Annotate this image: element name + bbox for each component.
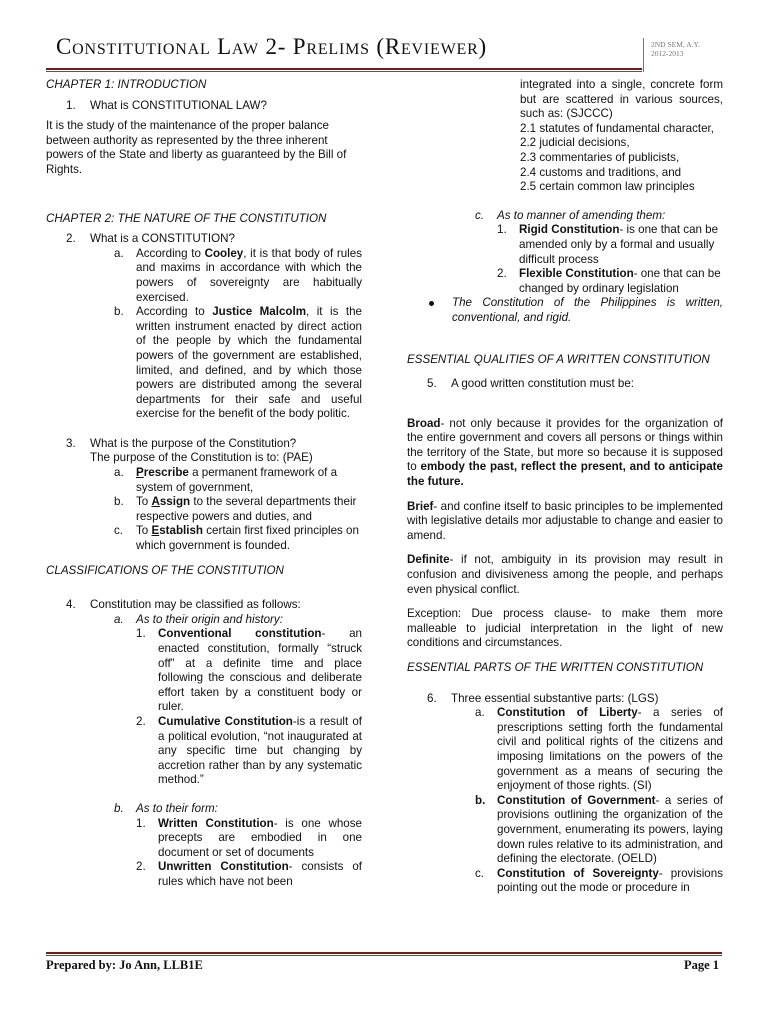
part-liberty: a. Constitution of Liberty- a series of prescriptions setting forth the fundamental civil and political rights of the citizens and imposing limitations on the powers of the government as a means of securing the enjoyment of those rights. (SI) xyxy=(475,706,723,793)
unwritten-continued: integrated into a single, concrete form but are scattered in various sources, such as: (SJCCC) xyxy=(520,78,723,121)
source-item: 2.5 certain common law principles xyxy=(520,180,695,194)
essential-qualities-heading: ESSENTIAL QUALITIES OF A WRITTEN CONSTITUTION xyxy=(407,352,710,366)
sources-list xyxy=(520,122,723,195)
source-item: 2.2 judicial decisions, xyxy=(520,136,630,150)
question-3: 3. What is the purpose of the Constitution? xyxy=(66,436,297,450)
classifications-heading: CLASSIFICATIONS OF THE CONSTITUTION xyxy=(46,563,284,577)
q4-item-c: c. As to manner of amending them: xyxy=(475,208,666,222)
q3-intro: The purpose of the Constitution is to: (PAE) xyxy=(90,451,313,465)
exception-note: Exception: Due process clause- to make them more malleable to judicial interpretation in the light of new conditions and circumstances. xyxy=(407,607,723,650)
semester-label: 2ND SEM, A.Y. 2012-2013 xyxy=(651,40,700,58)
source-item: 2.4 customs and traditions, and xyxy=(520,165,682,179)
q3-item-c: c. To Establish certain first fixed principles on which government is founded. xyxy=(114,524,359,553)
q1-answer: It is the study of the maintenance of the proper balance between authority as represented by the three inherent powers of the State and liberty as guaranteed by the Bill of Rights. xyxy=(46,119,347,176)
question-1: 1. What is CONSTITUTIONAL LAW? xyxy=(66,98,267,112)
part-government: b. Constitution of Government- a series of provisions outlining the organization of the government, enumerating its powers, laying down rules relative to its administration, and defining the electorate. (OELD) xyxy=(475,793,723,866)
page-header xyxy=(46,34,636,68)
bullet-icon xyxy=(429,301,434,306)
q2-item-b: b. According to Justice Malcolm, it is the written instrument enacted by direct action of the people by which the fundamental powers of the government are established, limited, and defined, and by which those powers are distributed among the several departments for their safe and useful exercise for the benefit of the body politic. xyxy=(114,305,362,421)
right-column xyxy=(407,78,723,896)
q4c-item-1: 1. Rigid Constitution- is one that can be amended only by a formal and usually difficult process xyxy=(497,223,719,266)
header-rule-thin xyxy=(46,71,642,72)
q4c-item-2: 2. Flexible Constitution- one that can be changed by ordinary legislation xyxy=(497,267,721,295)
quality-brief: Brief- and confine itself to basic principles to be implemented with legislative details mor adjustable to change and easier to amend. xyxy=(407,499,723,542)
prepared-by: Prepared by: Jo Ann, LLB1E xyxy=(46,958,203,972)
essential-parts-heading: ESSENTIAL PARTS OF THE WRITTEN CONSTITUTION xyxy=(407,661,704,674)
q4-item-b: b. As to their form: xyxy=(114,801,218,815)
source-item: 2.1 statutes of fundamental character, xyxy=(520,121,714,135)
header-divider xyxy=(643,38,644,72)
part-sovereignty: c. Constitution of Sovereignty- provisions pointing out the mode or procedure in xyxy=(475,866,723,895)
q4a-item-2: 2. Cumulative Constitution-is a result of a political evolution, “not inaugurated at any specific time but changing by accretion rather than by any systematic method.” xyxy=(136,714,362,787)
q4b-item-1: 1. Written Constitution- is one whose precepts are embodied in one document or set of documents xyxy=(136,816,362,859)
q2-item-a: a. According to Cooley, it is that body of rules and maxims in accordance with which the powers of sovereignty are habitually exercised. xyxy=(114,246,362,304)
question-4: 4. Constitution may be classified as follows: xyxy=(66,598,301,612)
q4b-item-2: 2. Unwritten Constitution- consists of rules which have not been xyxy=(136,860,362,888)
page-number: Page 1 xyxy=(684,958,720,972)
quality-broad: Broad- not only because it provides for the organization of the entire government and covers all persons or things within the territory of the State, but more so because it is supposed to embody the past, reflect the present, and to anticipate the future. xyxy=(407,416,723,489)
chapter-2-heading: CHAPTER 2: THE NATURE OF THE CONSTITUTION xyxy=(46,211,327,225)
footer-rule-thin xyxy=(46,955,722,956)
question-6: 6. Three essential substantive parts: (LGS) xyxy=(427,691,659,705)
question-2: 2. What is a CONSTITUTION? xyxy=(66,232,235,246)
header-rule xyxy=(46,68,642,70)
document-title: Constitutional Law 2- Prelims (Reviewer) xyxy=(56,34,487,59)
q3-item-b: b. To Assign to the several departments their respective powers and duties, and xyxy=(114,495,357,523)
question-5: 5. A good written constitution must be: xyxy=(427,377,635,391)
left-column xyxy=(46,78,362,890)
chapter-1-heading: CHAPTER 1: INTRODUCTION xyxy=(46,78,207,91)
q4-item-a: a. As to their origin and history: xyxy=(114,612,283,626)
source-item: 2.3 commentaries of publicists, xyxy=(520,150,680,164)
quality-definite: Definite- if not, ambiguity in its provision may result in confusion and divisiveness among the people, and perhaps even physical conflict. xyxy=(407,553,723,596)
q3-item-a: a. Prescribe a permanent framework of a system of government, xyxy=(114,466,338,494)
q4a-item-1: 1. Conventional constitution- an enacted constitution, formally “struck off” at a definite time and place following the conscious and deliberate effort taken by a constituent body or ruler. xyxy=(136,627,362,714)
philippines-bullet: The Constitution of the Philippines is written, conventional, and rigid. xyxy=(429,296,723,325)
footer-rule xyxy=(46,952,722,954)
